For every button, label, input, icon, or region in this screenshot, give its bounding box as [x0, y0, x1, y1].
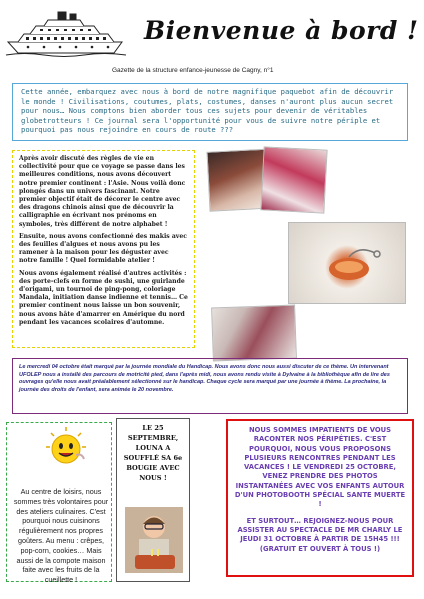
activity-photo-makis	[211, 305, 297, 362]
asia-article-box	[12, 150, 195, 348]
birthday-child-cake-icon	[125, 507, 183, 573]
birthday-text: LE 25 SEPTEMBRE, LOUNA A SOUFFLÉ SA 6e BOUGIE AVEC NOUS !	[123, 424, 183, 482]
article-paragraph-1: Après avoir discuté des règles de vie en collectivité pour que ce voyage se passe dans les meilleures conditions, nous avons découvert notre premier continent : l'Asie. Nous voilà donc plongés dans un univers fascinant. Notre premier objectif était de décorer le centre avec des dragons chinois ainsi que de découvrir la calligraphie en écrivant nos prénoms en symboles, très différent de notre alphabet !	[19, 155, 186, 228]
page-subtitle: Gazette de la structure enfance-jeunesse de Cagny, n°1	[112, 67, 274, 74]
cooking-text: Au centre de loisirs, nous sommes très volontaires pour des ateliers culinaires. C'est pourquoi nous cuisinons régulièrement nos propres goûters. Au menu : crêpes, pop-corn, cookies… Mais aussi de la compote maison faite avec les fruits de la cueillette !	[13, 487, 109, 585]
article-paragraph-2: Ensuite, nous avons confectionné des makis avec des feuilles d'algues et nous avons pu les ramener à la maison pour les déguster avec notre famille ! Quel formidable atelier !	[19, 232, 187, 265]
intro-text: Cette année, embarquez avec nous à bord de notre magnifique paquebot afin de découvrir le monde ! Civilisations, coutumes, plats, costumes, danses n'auront plus aucun secret pour nous… Nous comptons bien aborder tous ces sujets pour devenir de véritables globetrotteurs ! Ce journal sera l'opportunité pour vous de suivre notre périple et pourquoi pas nous rejoindre en cours de route ???	[21, 87, 394, 135]
article-paragraph-3: Nous avons également réalisé d'autres activités : des porte-clefs en forme de sushi, une guirlande d'origami, un tournoi de ping-pong, coloriage Mandala, initiation danse indienne et tennis… Ce premier continent nous laisse un bon souvenir, nous avons hâte d'amarrer en Amérique du nord pendant les vacances scolaires d'automne.	[19, 269, 188, 326]
intro-box	[12, 83, 408, 141]
sushi-keychain-icon	[289, 223, 406, 304]
announcement-paragraph-2: ET SURTOUT… REJOIGNEZ-NOUS POUR ASSISTER AU SPECTACLE DE MR CHARLY LE JEUDI 31 OCTOBRE À PARTIR DE 15H45 !!! (GRATUIT ET OUVERT À TOUS !)	[237, 516, 403, 553]
activity-photo-crafts	[260, 146, 327, 213]
birthday-photo	[125, 507, 183, 573]
events-announcement-box	[226, 419, 414, 577]
activity-photo-sushi-keychain	[288, 222, 406, 304]
handicap-text: Le mercredi 04 octobre était marqué par la journée mondiale du Handicap. Nous avons donc nous aussi discuter de ce thème. Un intervenant UFOLEP nous a installé des parcours de motricité pied, dans l'après midi, nous avons rendu visite à Dylvaine à la bibliothèque afin de lire des ouvrages qu'elle nous avait préalablement sélectionné sur le handicap. Chaque cycle sera marqué par une journée à thème. La prochaine, la journée des droits de l'enfant, sera animée le 20 novembre.	[19, 364, 390, 393]
chef-smiley-icon	[43, 425, 89, 465]
cooking-box	[6, 422, 112, 585]
page-title: Bienvenue à bord !	[144, 16, 419, 45]
handicap-day-box	[12, 358, 408, 414]
cruise-ship-illustration	[4, 6, 128, 58]
announcement-paragraph-1: NOUS SOMMES IMPATIENTS DE VOUS RACONTER NOS PÉRIPÉTIES. C'EST POURQUOI, NOUS VOUS PROPOSONS PLUSIEURS RENCONTRES PENDANT LES VACANCES ! LE VENDREDI 25 OCTOBRE, VENEZ PRENDRE DES PHOTOS INSTANTANÉES AVEC VOS ENFANTS AUTOUR D'UN PHOTOBOOTH SPÉCIAL SANTE MUERTE !	[234, 426, 406, 509]
birthday-box	[116, 418, 190, 582]
